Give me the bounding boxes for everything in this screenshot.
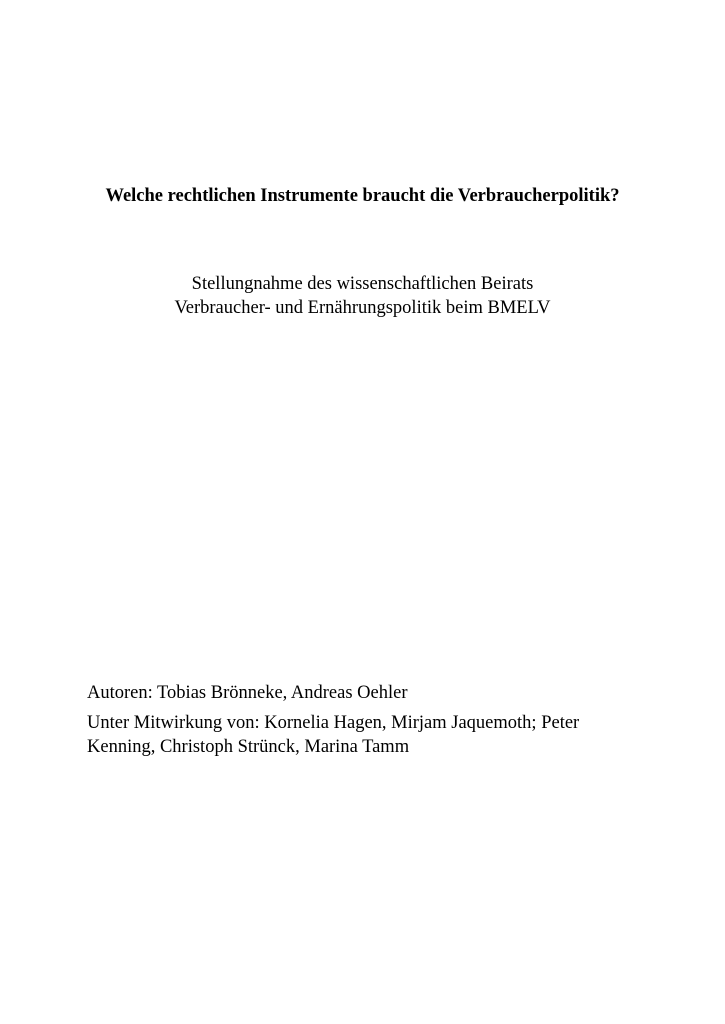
subtitle-line: Verbraucher- und Ernährungspolitik beim BMELV [174,298,551,318]
subtitle-line: Stellungnahme des wissenschaftlichen Beirats [191,274,534,294]
contributors-line: Kenning, Christoph Strünck, Marina Tamm [87,737,410,757]
author-block [87,681,647,759]
document-title: Welche rechtlichen Instrumente braucht die Verbraucherpolitik? [105,186,620,206]
authors-line: Autoren: Tobias Brönneke, Andreas Oehler [87,683,408,703]
document-subtitle [0,272,725,320]
contributors-line: Unter Mitwirkung von: Kornelia Hagen, Mirjam Jaquemoth; Peter [87,713,580,733]
